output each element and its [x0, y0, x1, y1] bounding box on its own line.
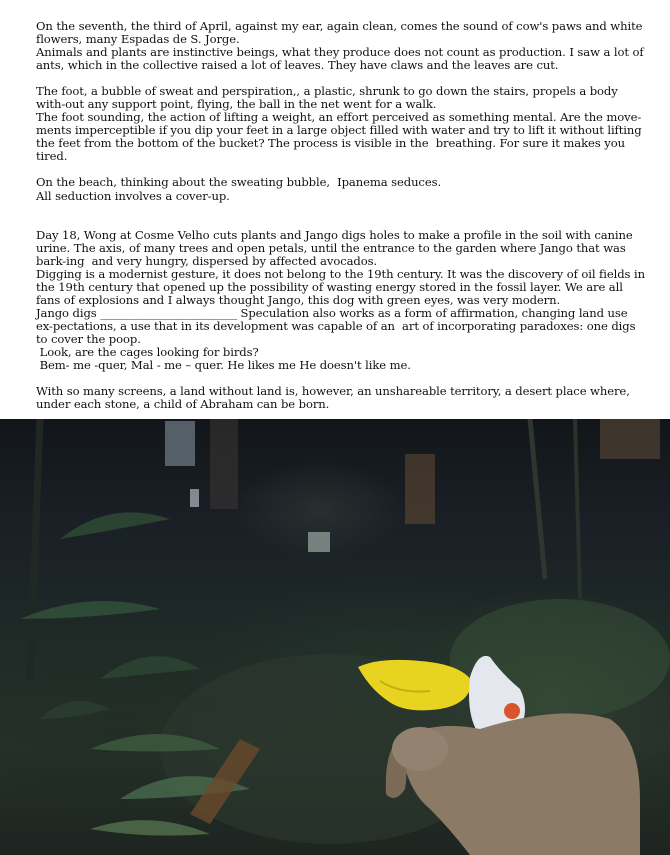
small-sign — [190, 489, 199, 507]
article-text — [36, 19, 649, 412]
paragraph: On the beach, thinking about the sweating bubble, Ipanema seduces. — [36, 175, 442, 190]
paragraph: The foot, a bubble of sweat and perspiration,, a plastic, shrunk to go down the stairs, propels a body with-out any support point, flying, the ball in the net went for a walk. — [36, 84, 622, 112]
bag-logo-icon — [504, 703, 520, 719]
paragraph: Look, are the cages looking for birds? — [36, 344, 259, 359]
paragraph: Bem- me -quer, Mal - me – quer. He likes me He doesn't like me. — [36, 358, 411, 373]
paragraph: On the seventh, the third of April, against my ear, again clean, comes the sound of cow's paws and white flowers, many Espadas de S. Jorge. — [36, 19, 646, 47]
paragraph: Digging is a modernist gesture, it does not belong to the 19th century. It was the discovery of oil fields in the 19th century that opened up the possibility of wasting energy stored in the fossil layer. We are all fans of explosions and I always thought Jango, this dog with green eyes, was very modern. — [36, 266, 649, 307]
paragraph: Day 18, Wong at Cosme Velho cuts plants and Jango digs holes to make a profile in the soil with canine urine. The axis, of many trees and open petals, until the entrance to the garden where Jango that was bark-ing and very hungry, dispersed by affected avocados. — [36, 227, 637, 268]
wooden-structure — [210, 419, 238, 509]
paragraph: Jango digs ________________________ Speculation also works as a form of affirmation, changing land use ex-pectations, a use that in its development was capable of an art of incorporating paradoxes: one digs to cover the poop. — [36, 305, 640, 346]
paragraph: The foot sounding, the action of lifting a weight, an effort perceived as something mental. Are the move-ments imperceptible if you dip your feet in a large object filled with water and try to lift it without lifting the feet from the bottom of the bucket? The process is visible in the breathing. For sure it makes you tired. — [36, 110, 646, 164]
tree-trunk — [530, 419, 545, 579]
tree-trunk — [30, 419, 40, 679]
paragraph: All seduction involves a cover-up. — [36, 188, 230, 203]
wooden-structure — [600, 419, 660, 459]
garden-scene-illustration — [0, 419, 670, 855]
paragraph: Animals and plants are instinctive beings, what they produce does not count as production. I saw a lot of ants, which in the collective raised a lot of leaves. They have claws and the leaves are cut. — [36, 45, 648, 73]
paragraph: With so many screens, a land without land is, however, an unshareable territory, a desert place where, under each stone, a child of Abraham can be born. — [36, 384, 634, 412]
dog — [386, 713, 640, 855]
wooden-structure — [405, 454, 435, 524]
garden-photo — [0, 419, 670, 855]
small-sign — [308, 532, 330, 552]
spacer — [36, 203, 646, 229]
tree-trunk — [575, 419, 580, 599]
pale-panel — [165, 421, 195, 466]
